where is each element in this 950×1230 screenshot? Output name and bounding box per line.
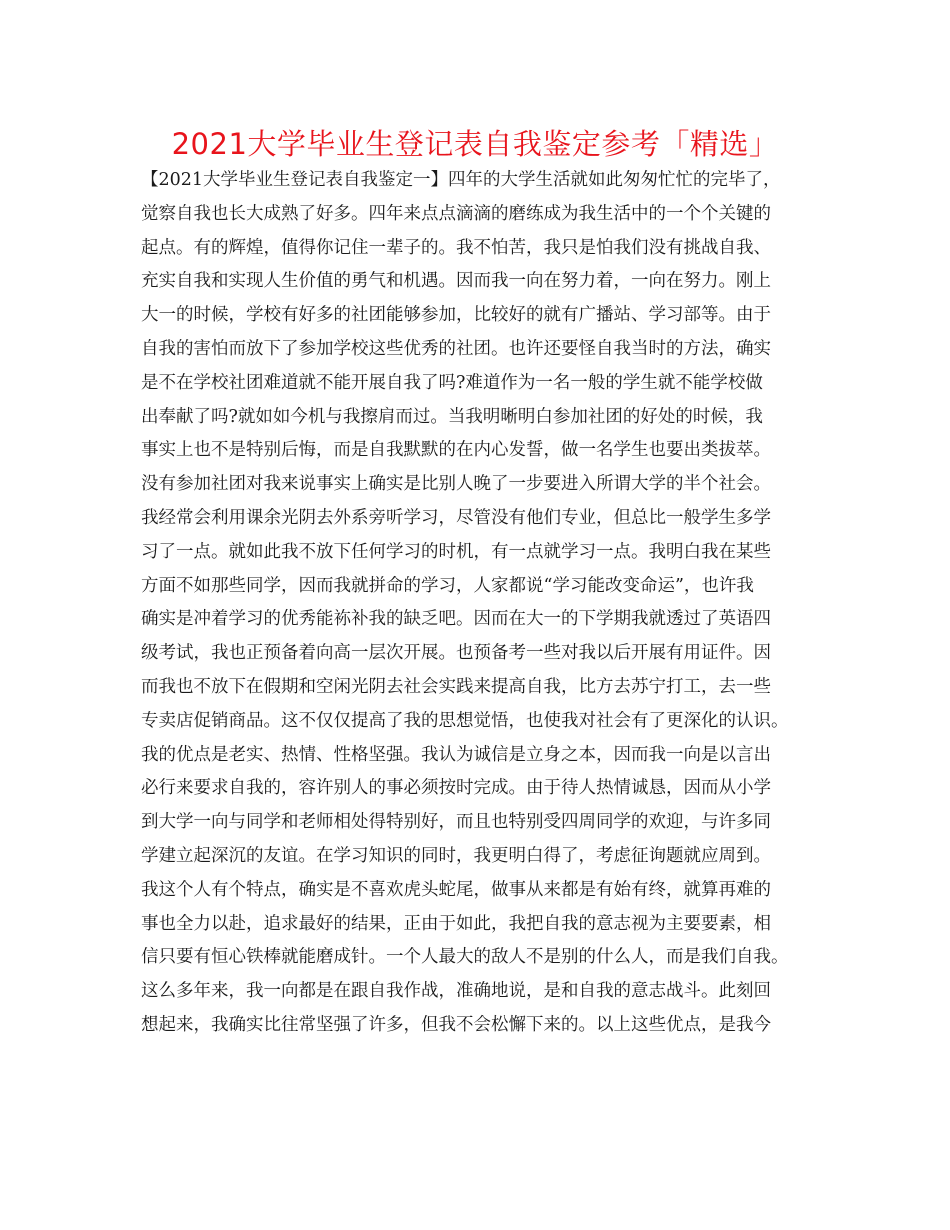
paragraph-line: 学建立起深沉的友谊。在学习知识的同时，我更明白得了，考虑征询题就应周到。: [141, 845, 771, 866]
paragraph-line: 没有参加社团对我来说事实上确实是比别人晚了一步要进入所谓大学的半个社会。: [141, 474, 771, 495]
paragraph-line: 而我也不放下在假期和空闲光阴去社会实践来提高自我，比方去苏宁打工，去一些: [141, 676, 771, 697]
paragraph-line: 必行来要求自我的，容许别人的事必须按时完成。由于待人热情诚恳，因而从小学: [141, 778, 771, 799]
paragraph-line: 【2021大学毕业生登记表自我鉴定一】四年的大学生活就如此匆匆忙忙的完毕了，: [141, 170, 781, 190]
paragraph-line: 信只要有恒心铁棒就能磨成针。一个人最大的敌人不是别的什么人，而是我们自我。: [141, 947, 789, 968]
paragraph-line: 这么多年来，我一向都是在跟自我作战，准确地说，是和自我的意志战斗。此刻回: [141, 981, 771, 1002]
paragraph-line: 专卖店促销商品。这不仅仅提高了我的思想觉悟，也使我对社会有了更深化的认识。: [141, 710, 789, 731]
paragraph-line: 级考试，我也正预备着向高一层次开展。也预备考一些对我以后开展有用证件。因: [141, 643, 771, 664]
paragraph-line: 想起来，我确实比往常坚强了许多，但我不会松懈下来的。以上这些优点，是我今: [141, 1014, 771, 1035]
paragraph-line: 我这个人有个特点，确实是不喜欢虎头蛇尾，做事从来都是有始有终，就算再难的: [141, 879, 771, 900]
paragraph-line: 出奉献了吗?就如如今机与我擦肩而过。当我明晰明白参加社团的好处的时候，我: [141, 406, 763, 427]
paragraph-line: 是不在学校社团难道就不能开展自我了吗?难道作为一名一般的学生就不能学校做: [141, 372, 763, 393]
paragraph-line: 事实上也不是特别后悔，而是自我默默的在内心发誓，做一名学生也要出类拔萃。: [141, 440, 771, 461]
paragraph-line: 大一的时候，学校有好多的社团能够参加，比较好的就有广播站、学习部等。由于: [141, 305, 771, 326]
paragraph-line: 习了一点。就如此我不放下任何学习的时机，有一点就学习一点。我明白我在某些: [141, 541, 771, 562]
paragraph-line: 我的优点是老实、热情、性格坚强。我认为诚信是立身之本，因而我一向是以言出: [141, 744, 771, 765]
paragraph-line: 我经常会利用课余光阴去外系旁听学习，尽管没有他们专业，但总比一般学生多学: [141, 507, 771, 528]
paragraph-line: 起点。有的辉煌，值得你记住一辈子的。我不怕苦，我只是怕我们没有挑战自我、: [141, 237, 771, 258]
paragraph-line: 方面不如那些同学，因而我就拼命的学习，人家都说“学习能改变命运”，也许我: [141, 575, 754, 596]
paragraph-line: 确实是冲着学习的优秀能袮补我的缺乏吧。因而在大一的下学期我就透过了英语四: [141, 609, 771, 630]
paragraph-line: 觉察自我也长大成熟了好多。四年来点点滴滴的磨练成为我生活中的一个个关键的: [141, 203, 771, 224]
document-body: [141, 164, 831, 1043]
document-title: 2021大学毕业生登记表自我鉴定参考「精选」: [171, 127, 779, 161]
paragraph-line: 到大学一向与同学和老师相处得特别好，而且也特别受四周同学的欢迎，与许多同: [141, 812, 771, 833]
paragraph-line: 自我的害怕而放下了参加学校这些优秀的社团。也许还要怪自我当时的方法，确实: [141, 338, 771, 359]
paragraph-line: 充实自我和实现人生价值的勇气和机遇。因而我一向在努力着，一向在努力。刚上: [141, 271, 771, 292]
paragraph-line: 事也全力以赴，追求最好的结果，正由于如此，我把自我的意志视为主要要素，相: [141, 913, 771, 934]
